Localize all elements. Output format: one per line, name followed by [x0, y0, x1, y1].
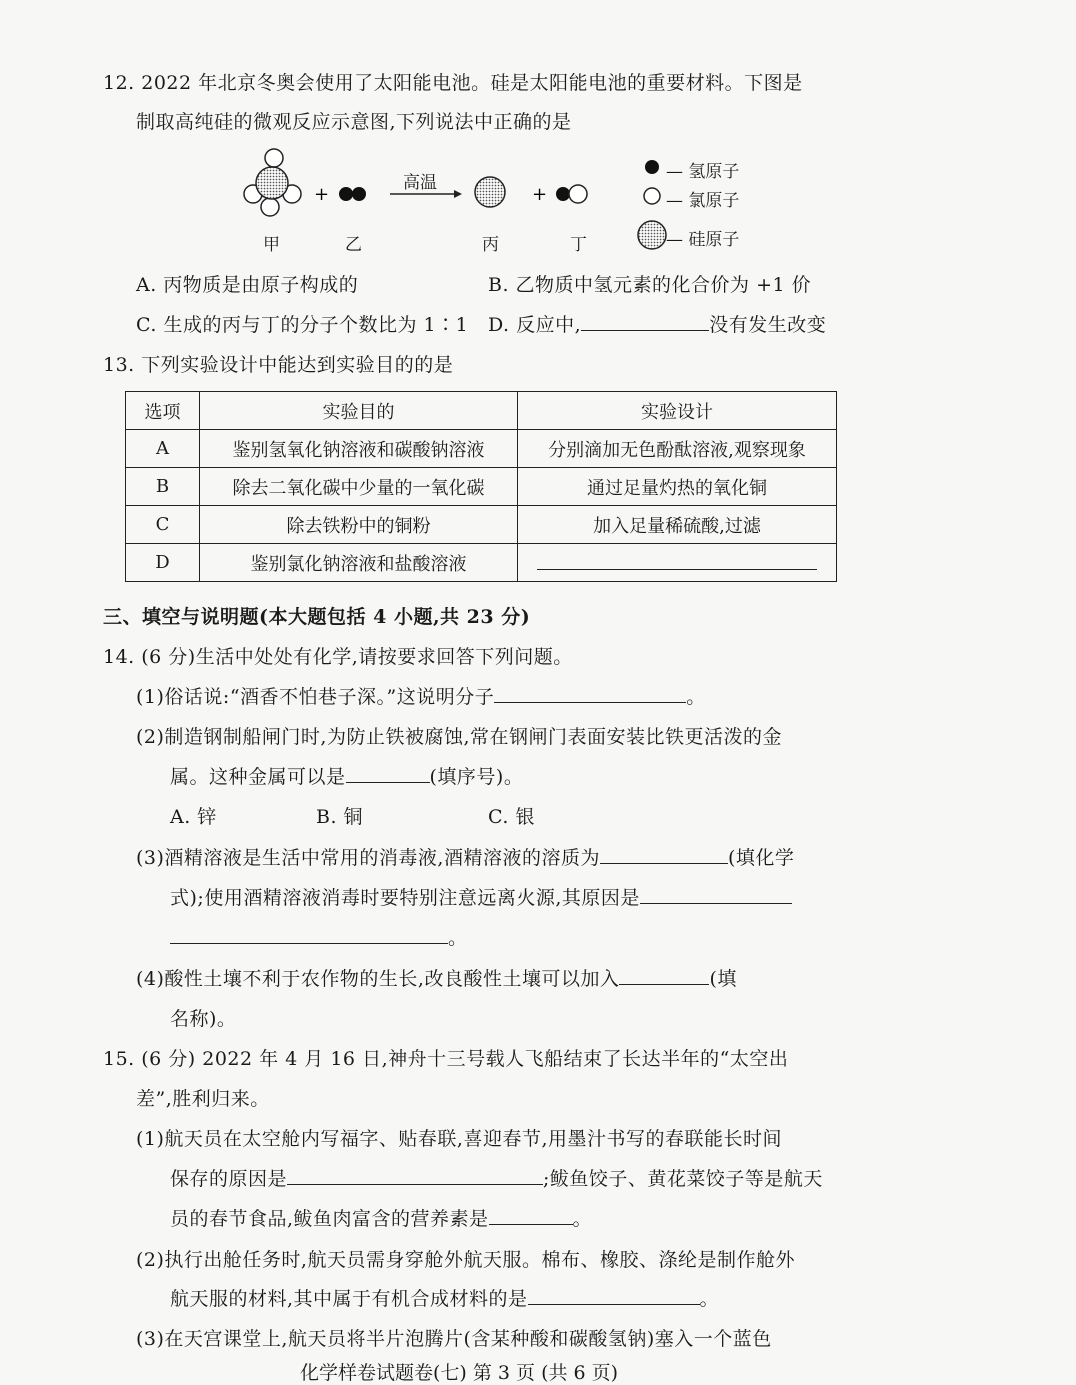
q15-blank-3[interactable] [528, 1286, 700, 1305]
q14-part3-text-2: 式);使用酒精溶液消毒时要特别注意远离火源,其原因是 [170, 887, 640, 909]
q14-part4-end: (填 [709, 968, 737, 990]
q14-part2-end: (填序号)。 [429, 766, 524, 788]
q14-stem: 14. (6 分)生活中处处有化学,请按要求回答下列问题。 [103, 646, 573, 668]
experiment-table [125, 391, 837, 582]
row-option: A [126, 430, 200, 468]
legend-hydrogen: — 氢原子 [666, 162, 740, 182]
q15-part1-text: 保存的原因是 [170, 1168, 288, 1190]
legend-hydrogen-symbol [645, 160, 659, 174]
q15-part1-line2 [170, 1164, 823, 1191]
q14-part1-end: 。 [686, 686, 706, 708]
molecule-bing [475, 177, 505, 207]
q13-blank[interactable] [537, 551, 817, 570]
q15-part1-text-2: 员的春节食品,鲅鱼肉富含的营养素是 [170, 1208, 489, 1230]
reaction-diagram [230, 145, 790, 255]
q14-part2-line1: (2)制造钢制船闸门时,为防止铁被腐蚀,常在钢闸门表面安装比铁更活泼的金 [136, 726, 782, 748]
q14-part2-line2 [170, 762, 523, 789]
section-heading: 三、填空与说明题(本大题包括 4 小题,共 23 分) [103, 606, 531, 628]
q12-option-b: B. 乙物质中氢元素的化合价为 +1 价 [488, 274, 812, 296]
q13-stem: 13. 下列实验设计中能达到实验目的的是 [103, 354, 454, 376]
table-row [126, 506, 837, 544]
q14-part3-text: (3)酒精溶液是生活中常用的消毒液,酒精溶液的溶质为 [136, 847, 600, 869]
table-row [126, 468, 837, 506]
q14-part1-text: (1)俗话说:“酒香不怕巷子深。”这说明分子 [136, 686, 495, 708]
legend-silicon: — 硅原子 [666, 230, 740, 250]
q15-part2-line2 [170, 1284, 719, 1311]
q14-choice-a: A. 锌 [170, 806, 217, 828]
row-purpose: 除去二氧化碳中少量的一氧化碳 [200, 468, 518, 506]
q14-part3-line1 [136, 843, 794, 870]
molecule-ding [556, 185, 587, 203]
row-design-blank-cell [518, 544, 837, 582]
q14-part1 [136, 682, 706, 709]
row-design: 通过足量灼热的氧化铜 [518, 468, 837, 506]
q14-part3-end: (填化学 [727, 847, 795, 869]
header-option: 选项 [126, 392, 200, 430]
table-header-row [126, 392, 837, 430]
legend-chlorine-symbol [644, 188, 660, 204]
q12-stem-line2: 制取高纯硅的微观反应示意图,下列说法中正确的是 [136, 111, 572, 133]
q15-stem-line2: 差”,胜利归来。 [136, 1088, 270, 1110]
q14-choice-c: C. 银 [488, 806, 535, 828]
row-purpose: 鉴别氢氧化钠溶液和碳酸钠溶液 [200, 430, 518, 468]
q12-option-d-suffix: 没有发生改变 [709, 314, 827, 336]
q15-part1-line1: (1)航天员在太空舱内写福字、贴春联,喜迎春节,用墨汁书写的春联能长时间 [136, 1128, 782, 1150]
q14-part3-end-2: 。 [448, 927, 468, 949]
q12-stem-line1: 12. 2022 年北京冬奥会使用了太阳能电池。硅是太阳能电池的重要材料。下图是 [103, 72, 803, 94]
q14-part4-line2: 名称)。 [170, 1008, 237, 1030]
plus-1: + [314, 184, 330, 205]
q14-blank-1[interactable] [494, 684, 686, 703]
q14-blank-2[interactable] [346, 764, 430, 783]
table-row [126, 544, 837, 582]
q14-part3-line3 [170, 923, 468, 950]
q14-part2-text: 属。这种金属可以是 [170, 766, 346, 788]
legend-chlorine: — 氯原子 [666, 191, 740, 211]
q15-blank-2[interactable] [489, 1206, 573, 1225]
plus-2: + [532, 184, 548, 205]
q12-option-d [488, 310, 826, 337]
q14-blank-3[interactable] [600, 845, 728, 864]
q15-part1-end-2: 。 [572, 1208, 593, 1230]
table-row [126, 430, 837, 468]
header-purpose: 实验目的 [200, 392, 518, 430]
q15-stem-line1: 15. (6 分) 2022 年 4 月 16 日,神舟十三号载人飞船结束了长达半年的“太空出 [103, 1048, 789, 1070]
q14-blank-4[interactable] [640, 885, 792, 904]
label-bing: 丙 [482, 235, 499, 255]
row-option: D [126, 544, 200, 582]
label-ding: 丁 [570, 235, 587, 255]
row-purpose: 鉴别氯化钠溶液和盐酸溶液 [200, 544, 518, 582]
q15-part2-line1: (2)执行出舱任务时,航天员需身穿舱外航天服。棉布、橡胶、涤纶是制作舱外 [136, 1249, 795, 1271]
q15-blank-1[interactable] [287, 1166, 543, 1185]
q15-part1-line3 [170, 1204, 592, 1231]
q15-part2-text: 航天服的材料,其中属于有机合成材料的是 [170, 1288, 528, 1310]
q12-option-a: A. 丙物质是由原子构成的 [136, 274, 359, 296]
row-option: C [126, 506, 200, 544]
q14-part3-line2 [170, 883, 792, 910]
row-design: 加入足量稀硫酸,过滤 [518, 506, 837, 544]
q14-choice-b: B. 铜 [316, 806, 364, 828]
legend-silicon-symbol [638, 221, 666, 249]
header-design: 实验设计 [518, 392, 837, 430]
row-design: 分别滴加无色酚酞溶液,观察现象 [518, 430, 837, 468]
q14-part4-line1 [136, 964, 737, 991]
q12-option-d-prefix: D. 反应中, [488, 314, 582, 336]
q15-part2-end: 。 [699, 1288, 720, 1310]
page-footer: 化学样卷试题卷(七) 第 3 页 (共 6 页) [300, 1362, 619, 1384]
q15-part3-line1: (3)在天宫课堂上,航天员将半片泡腾片(含某种酸和碳酸氢钠)塞入一个蓝色 [136, 1328, 772, 1350]
label-yi: 乙 [345, 235, 362, 255]
molecule-yi [339, 187, 366, 201]
row-option: B [126, 468, 200, 506]
q14-blank-5[interactable] [170, 925, 448, 944]
q12-blank[interactable] [581, 312, 709, 331]
q14-blank-6[interactable] [619, 966, 709, 985]
reaction-condition: 高温 [403, 173, 437, 193]
molecule-jia [244, 149, 301, 216]
q15-part1-end: ;鲅鱼饺子、黄花菜饺子等是航天 [543, 1168, 823, 1190]
q12-option-c: C. 生成的丙与丁的分子个数比为 1∶1 [136, 314, 469, 336]
label-jia: 甲 [263, 235, 280, 255]
row-purpose: 除去铁粉中的铜粉 [200, 506, 518, 544]
q14-part4-text: (4)酸性土壤不利于农作物的生长,改良酸性土壤可以加入 [136, 968, 620, 990]
